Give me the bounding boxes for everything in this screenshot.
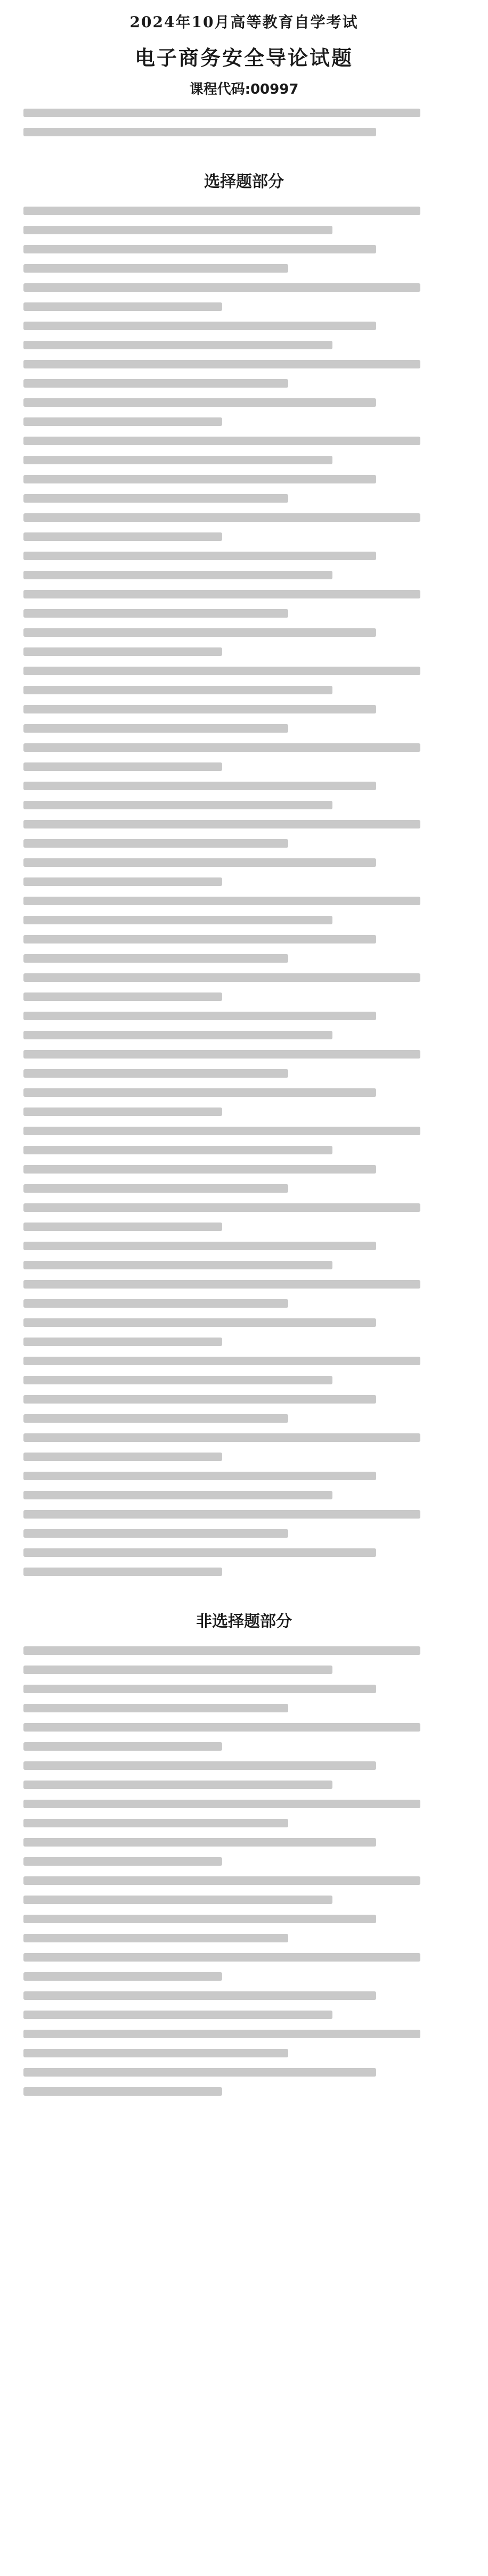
choice-section-heading: 选择题部分 bbox=[204, 173, 284, 191]
course-code: 课程代码:00997 bbox=[189, 81, 299, 97]
choice-questions-placeholder bbox=[23, 207, 465, 1576]
non-choice-questions-placeholder bbox=[23, 1646, 465, 2096]
non-choice-section-heading: 非选择题部分 bbox=[196, 1612, 292, 1631]
exam-title: 电子商务安全导论试题 bbox=[134, 46, 353, 70]
exam-session-line: 2024年10月高等教育自学考试 bbox=[129, 13, 359, 31]
instructions-placeholder bbox=[23, 109, 465, 136]
